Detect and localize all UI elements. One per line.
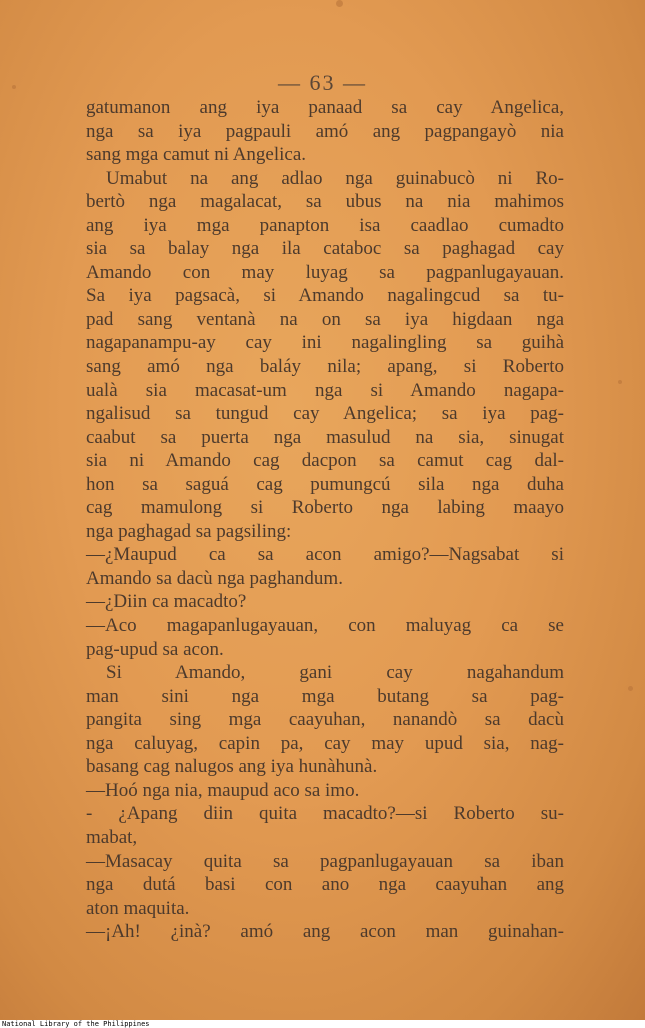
ink-spot xyxy=(336,0,343,7)
text-line: pangita sing mga caayuhan, nanandò sa dacù xyxy=(86,709,564,731)
text-line: sia ni Amando cag dacpon sa camut cag dal- xyxy=(86,450,564,472)
text-line: caabut sa puerta nga masulud na sia, sinugat xyxy=(86,426,564,448)
text-line: —¡Ah! ¿inà? amó ang acon man guinahan- xyxy=(86,921,564,943)
text-line: sang amó nga baláy nila; apang, si Roberto xyxy=(86,356,564,378)
text-line: Si Amando, gani cay nagahandum xyxy=(106,662,564,684)
text-line: aton maquita. xyxy=(86,897,190,919)
text-line: Sa iya pagsacà, si Amando nagalingcud sa tu- xyxy=(86,285,564,307)
text-line: man sini nga mga butang sa pag- xyxy=(86,685,564,707)
text-line: —Hoó nga nia, maupud aco sa imo. xyxy=(86,779,360,801)
ink-spot xyxy=(618,380,622,384)
text-line: bertò nga magalacat, sa ubus na nia mahimos xyxy=(86,191,564,213)
text-line: —¿Maupud ca sa acon amigo?—Nagsabat si xyxy=(86,544,564,566)
text-line: gatumanon ang iya panaad sa cay Angelica, xyxy=(86,97,564,118)
text-line: nga sa iya pagpauli amó ang pagpangayò nia xyxy=(86,120,564,142)
text-line: pag-upud sa acon. xyxy=(86,638,224,660)
text-line: Umabut na ang adlao nga guinabucò ni Ro- xyxy=(106,167,564,189)
text-line: basang cag nalugos ang iya hunàhunà. xyxy=(86,756,378,778)
text-line: nga caluyag, capin pa, cay may upud sia, nag- xyxy=(86,732,564,754)
text-line: pad sang ventanà na on sa iya higdaan nga xyxy=(86,308,564,330)
page-body-text xyxy=(86,96,564,944)
text-line: sia sa balay nga ila cataboc sa paghagad cay xyxy=(86,238,564,260)
text-line: nagapanampu-ay cay ini nagalingling sa guihà xyxy=(86,332,564,354)
text-line: —Aco magapanlugayauan, con maluyag ca se xyxy=(86,615,564,637)
text-line: ualà sia macasat-um nga si Amando nagapa- xyxy=(86,379,564,401)
text-line: Amando sa dacù nga paghandum. xyxy=(86,567,343,589)
text-line: nga paghagad sa pagsiling: xyxy=(86,520,292,542)
text-line: cag mamulong si Roberto nga labing maayo xyxy=(86,497,564,519)
text-line: ang iya mga panapton isa caadlao cumadto xyxy=(86,214,564,236)
text-line: —¿Diin ca macadto? xyxy=(86,591,247,613)
text-line: nga dutá basi con ano nga caayuhan ang xyxy=(86,874,564,896)
text-line: ngalisud sa tungud cay Angelica; sa iya pag- xyxy=(86,403,564,425)
text-line: - ¿Apang diin quita macadto?—si Roberto su- xyxy=(86,803,564,825)
text-line: sang mga camut ni Angelica. xyxy=(86,144,307,166)
ink-spot xyxy=(628,686,633,691)
text-line: —Masacay quita sa pagpanlugayauan sa iban xyxy=(86,850,564,872)
text-line: mabat, xyxy=(86,826,138,848)
text-line: Amando con may luyag sa pagpanlugayauan. xyxy=(86,261,564,283)
page-number: — 63 — xyxy=(278,70,367,95)
text-line: hon sa saguá cag pumungcú sila nga duha xyxy=(86,473,564,495)
footer-credit: National Library of the Philippines xyxy=(0,1020,645,1028)
